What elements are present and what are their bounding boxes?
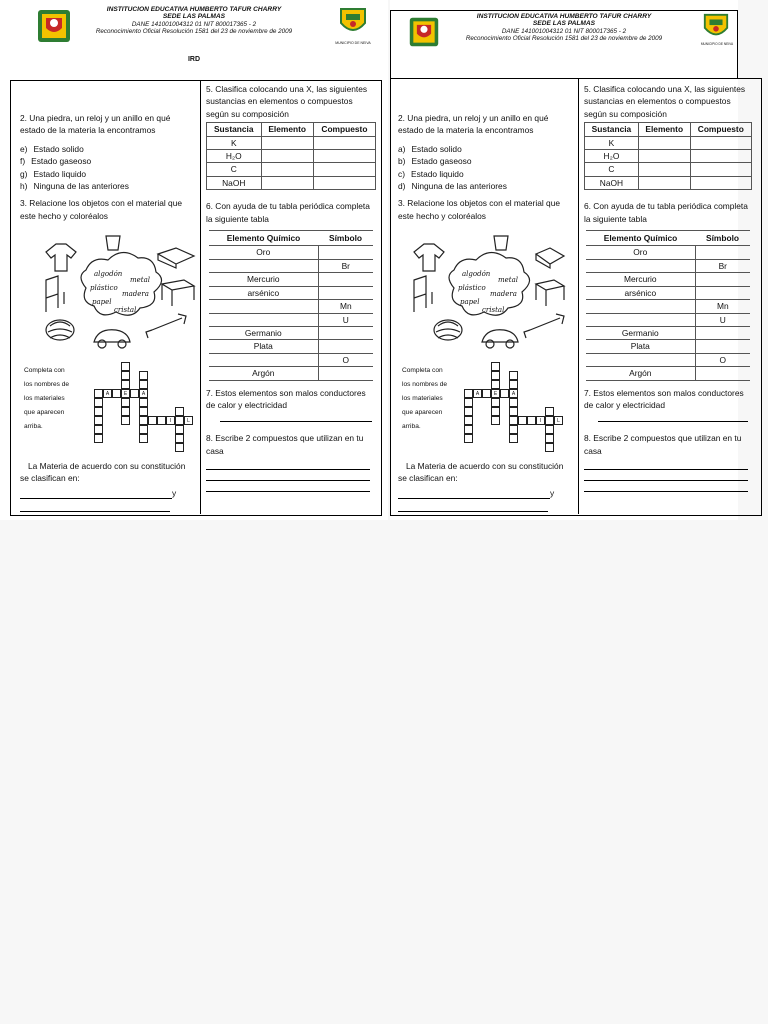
- q8-question: 8. Escribe 2 compuestos que utilizan en tu casa: [206, 433, 364, 456]
- municipality-caption: MUNICIPIO DE NEIVA: [335, 41, 371, 45]
- material-label: madera: [122, 290, 149, 298]
- q8-blank[interactable]: [206, 469, 370, 470]
- q2-option[interactable]: e) Estado solido: [20, 143, 84, 154]
- q2-option[interactable]: a) Estado solido: [398, 143, 462, 154]
- material-label: cristal: [114, 306, 137, 314]
- material-label: metal: [498, 276, 519, 284]
- worksheet-title: IRD: [187, 56, 201, 63]
- crossword-caption: Completa con los nombres de los materiales que aparecen arriba.: [402, 367, 448, 430]
- sede-name: SEDE LAS PALMAS: [162, 13, 226, 20]
- q5-question: 5. Clasifica colocando una X, las siguientes sustancias en elementos o compuestos según su composición: [206, 84, 368, 119]
- materia-blank-1[interactable]: [398, 498, 550, 499]
- table-icon: [162, 280, 194, 306]
- worksheet-right: INSTITUCION EDUCATIVA HUMBERTO TAFUR CHARRY SEDE LAS PALMAS DANE 141001004312 01 NIT 800017365 - 2 Reconocimiento Oficial Resolución 1581 del 23 de noviembre de 2009 MUNICIPIO DE NEIVA 2. Una piedra, un reloj y un anillo en qué estado de la materia la encontramos a) Estado solido b) Estado gaseoso c) Estado liquido d) Ninguna de las anteriores 3. Relacione los objetos con el material que este hecho y coloréalos algodón metal plástico madera papel cristal Completa con los nombres de los materiales que aparecen arriba. A E A I L La Materia de acuerdo con su constitución se clasifican en: y 5. Clasifica colocando una X, las siguientes sustancias en elementos o compuestos según su composición Sustancia Elemento Compuesto K H₂O C NaOH 6. Con ayuda de tu tabla periódica completa la siguiente tabla Elemento Químico Símbolo Oro Br Mercurio arsénico Mn U Germanio Plata O Argón 7. Estos elementos son malos conductores de calor y electricidad 8. Escribe 2 compuestos que utilizan en tu casa: [390, 0, 738, 520]
- q2-option[interactable]: g) Estado liquido: [20, 168, 87, 179]
- ball-icon: [46, 320, 74, 340]
- materials-illustration: [40, 234, 200, 358]
- q2-option[interactable]: b) Estado gaseoso: [398, 156, 472, 167]
- material-label: algodón: [462, 270, 491, 278]
- cup-icon: [106, 236, 120, 250]
- column-divider: [578, 78, 579, 514]
- q3-question: 3. Relacione los objetos con el material que este hecho y coloréalos: [20, 198, 183, 221]
- q2-option[interactable]: f) Estado gaseoso: [20, 156, 92, 167]
- q2-option[interactable]: c) Estado liquido: [398, 168, 464, 179]
- material-label: cristal: [482, 306, 505, 314]
- material-label: papel: [92, 298, 112, 306]
- q5-table: Sustancia Elemento Compuesto K H₂O C NaOH: [206, 122, 376, 190]
- crossword-grid[interactable]: A E A I L: [94, 362, 194, 452]
- q5-table: Sustancia Elemento Compuesto K H₂O C NaOH: [584, 122, 752, 190]
- q6-table: Elemento Químico Símbolo Oro Br Mercurio arsénico Mn U Germanio Plata O Argón: [586, 230, 750, 380]
- q7-blank[interactable]: [220, 421, 372, 422]
- q6-question: 6. Con ayuda de tu tabla periódica completa la siguiente tabla: [206, 201, 370, 224]
- material-label: metal: [130, 276, 151, 284]
- material-label: plástico: [90, 284, 118, 292]
- school-name: INSTITUCION EDUCATIVA HUMBERTO TAFUR CHARRY: [106, 6, 282, 13]
- recognition-line: Reconocimiento Oficial Resolución 1581 del 23 de noviembre de 2009: [95, 28, 293, 35]
- municipality-shield-icon: [338, 6, 368, 36]
- municipality-shield-icon: [702, 12, 730, 40]
- dane-line: DANE 141001004312 01 NIT 800017365 - 2: [131, 21, 257, 28]
- shirt-icon: [46, 244, 76, 271]
- materia-blank-2[interactable]: [398, 511, 548, 512]
- material-label: algodón: [94, 270, 123, 278]
- q8-blank[interactable]: [584, 491, 748, 492]
- q7-question: 7. Estos elementos son malos conductores de calor y electricidad: [206, 387, 366, 410]
- q2-question: 2. Una piedra, un reloj y un anillo en qué estado de la materia la encontramos: [20, 113, 171, 136]
- materials-illustration: [408, 234, 568, 358]
- crossword-grid[interactable]: A E A I L: [464, 362, 564, 452]
- materia-blank-1[interactable]: [20, 498, 172, 499]
- material-label: madera: [490, 290, 517, 298]
- column-divider: [200, 80, 201, 514]
- crossword-caption: Completa con los nombres de los materiales que aparecen arriba.: [24, 367, 70, 430]
- materia-text: La Materia de acuerdo con su constitución se clasifican en:: [20, 461, 186, 484]
- q8-blank[interactable]: [206, 480, 370, 481]
- material-label: plástico: [458, 284, 486, 292]
- header-right: INSTITUCION EDUCATIVA HUMBERTO TAFUR CHARRY SEDE LAS PALMAS DANE 141001004312 01 NIT 800017365 - 2 Reconocimiento Oficial Resolución 1581 del 23 de noviembre de 2009 MUNICIPIO DE NEIVA: [390, 8, 738, 58]
- wrench-icon: [146, 314, 186, 338]
- header-left: [0, 0, 388, 50]
- q7-blank[interactable]: [598, 421, 748, 422]
- q6-table: Elemento Químico Símbolo Oro Br Mercurio arsénico Mn U Germanio Plata O Argón: [209, 230, 373, 380]
- material-label: papel: [460, 298, 480, 306]
- paper-roll-icon: [158, 248, 194, 268]
- worksheet-left: INSTITUCION EDUCATIVA HUMBERTO TAFUR CHARRY SEDE LAS PALMAS DANE 141001004312 01 NIT 800017365 - 2 Reconocimiento Oficial Resolución 1581 del 23 de noviembre de 2009 MUNICIPIO DE NEIVA IRD 2. Una piedra, un reloj y un anillo en qué estado de la materia la encontramos e) Estado solido f) Estado gaseoso g) Estado liquido h) Ninguna de las anteriores 3. Relacione los objetos con el material que este hecho y coloréalos algodón metal plástico madera papel cristal Completa con los nombres de los materiales que aparecen arriba. A E A I L La Materia de acuerdo con su constitución se clasifican en: y 5. Clasifica colocando una X, las siguientes sustancias en elementos o compuestos según su composición Sustancia Elemento Compuesto K H₂O C NaOH 6. Con ayuda de tu tabla periódica completa la siguiente tabla Elemento Químico Símbolo Oro Br Mercurio arsénico Mn U Germanio Plata O Argón 7. Estos elementos son malos conductores de calor y electricidad 8. Escribe 2 compuestos que utilizan en tu casa: [0, 0, 388, 520]
- toy-car-icon: [94, 330, 130, 342]
- q8-blank[interactable]: [584, 480, 748, 481]
- materia-blank-2[interactable]: [20, 511, 170, 512]
- q8-blank[interactable]: [206, 491, 370, 492]
- chair-icon: [46, 276, 64, 312]
- q2-option[interactable]: h) Ninguna de las anteriores: [20, 181, 129, 192]
- q2-option[interactable]: d) Ninguna de las anteriores: [398, 181, 507, 192]
- q8-blank[interactable]: [584, 469, 748, 470]
